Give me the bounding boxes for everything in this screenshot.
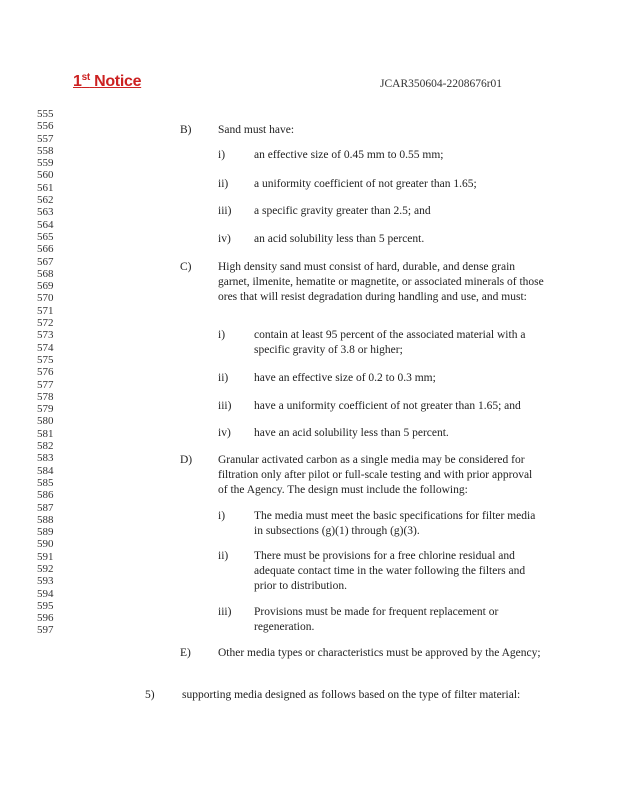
line-number: 582 bbox=[37, 440, 54, 453]
section-c-label: C) bbox=[180, 261, 192, 273]
list-item-label: i) bbox=[218, 329, 226, 341]
list-item-text: an effective size of 0.45 mm to 0.55 mm; bbox=[254, 149, 444, 161]
line-number: 567 bbox=[37, 255, 54, 268]
list-item-text: Provisions must be made for frequent replacement or regeneration. bbox=[254, 606, 499, 633]
line-number: 585 bbox=[37, 476, 54, 489]
line-number: 575 bbox=[37, 353, 54, 366]
list-item-text: contain at least 95 percent of the associated material with a specific gravity of 3.8 or higher; bbox=[254, 329, 526, 356]
line-number: 571 bbox=[37, 304, 54, 317]
line-number: 559 bbox=[37, 157, 54, 170]
notice-heading: 1st Notice bbox=[73, 72, 142, 90]
line-number: 574 bbox=[37, 341, 54, 354]
line-number: 583 bbox=[37, 452, 54, 465]
list-item-text: a uniformity coefficient of not greater than 1.65; bbox=[254, 178, 477, 190]
list-item-label: ii) bbox=[218, 372, 229, 384]
line-number: 587 bbox=[37, 501, 54, 514]
line-number: 560 bbox=[37, 169, 54, 182]
line-number: 589 bbox=[37, 526, 54, 539]
line-number: 584 bbox=[37, 464, 54, 477]
line-number: 568 bbox=[37, 267, 54, 280]
line-number: 555 bbox=[37, 108, 54, 120]
section-d-text: Granular activated carbon as a single media may be considered for filtration only after pilot or full-scale testing and with prior approval of the Agency. The design must include the following: bbox=[218, 454, 533, 496]
list-item-label: iv) bbox=[218, 233, 231, 245]
line-number: 570 bbox=[37, 292, 54, 305]
list-item-label: iv) bbox=[218, 427, 231, 439]
section-e-label: E) bbox=[180, 647, 191, 659]
line-number: 578 bbox=[37, 390, 54, 403]
list-item-text: have an effective size of 0.2 to 0.3 mm; bbox=[254, 372, 436, 384]
line-number: 563 bbox=[37, 206, 54, 219]
line-number: 557 bbox=[37, 132, 54, 145]
line-number: 576 bbox=[37, 366, 54, 379]
line-number: 566 bbox=[37, 243, 54, 256]
section-b-label: B) bbox=[180, 124, 192, 136]
list-item-label: ii) bbox=[218, 178, 229, 190]
line-number: 573 bbox=[37, 329, 54, 342]
line-number: 596 bbox=[37, 612, 54, 625]
list-item-text: There must be provisions for a free chlorine residual and adequate contact time in the water following the filters and prior to distribution. bbox=[254, 550, 526, 592]
line-number: 590 bbox=[37, 538, 54, 551]
line-number: 556 bbox=[37, 120, 54, 133]
line-number: 561 bbox=[37, 181, 54, 194]
line-number: 577 bbox=[37, 378, 54, 391]
list-item-label: i) bbox=[218, 510, 226, 522]
line-number: 595 bbox=[37, 599, 54, 612]
line-number: 586 bbox=[37, 489, 54, 502]
list-item-text: an acid solubility less than 5 percent. bbox=[254, 233, 425, 245]
item-5-label: 5) bbox=[145, 689, 155, 701]
line-number: 588 bbox=[37, 513, 54, 526]
line-number: 558 bbox=[37, 144, 54, 157]
list-item-text: have an acid solubility less than 5 percent. bbox=[254, 427, 449, 439]
list-item-label: iii) bbox=[218, 205, 232, 217]
line-number: 594 bbox=[37, 587, 54, 600]
line-number: 592 bbox=[37, 562, 54, 575]
line-number: 565 bbox=[37, 230, 54, 243]
line-number: 591 bbox=[37, 550, 54, 563]
list-item-text: a specific gravity greater than 2.5; and bbox=[254, 205, 431, 217]
list-item-label: i) bbox=[218, 149, 226, 161]
section-d-label: D) bbox=[180, 454, 193, 466]
line-number: 572 bbox=[37, 317, 54, 330]
list-item-text: have a uniformity coefficient of not greater than 1.65; and bbox=[254, 400, 521, 412]
line-number: 562 bbox=[37, 194, 54, 207]
list-item-label: ii) bbox=[218, 550, 229, 562]
line-number: 564 bbox=[37, 218, 54, 231]
section-e-text: Other media types or characteristics must be approved by the Agency; bbox=[218, 647, 541, 659]
line-numbers bbox=[37, 108, 63, 637]
list-item-label: iii) bbox=[218, 400, 232, 412]
line-number: 593 bbox=[37, 575, 54, 588]
section-b-text: Sand must have: bbox=[218, 124, 295, 136]
list-item-label: iii) bbox=[218, 606, 232, 618]
line-number: 597 bbox=[37, 624, 54, 637]
item-5-text: supporting media designed as follows based on the type of filter material: bbox=[182, 689, 521, 701]
document-id: JCAR350604-2208676r01 bbox=[380, 78, 503, 90]
list-item-text: The media must meet the basic specifications for filter media in subsections (g)(1) through (g)(3). bbox=[254, 510, 536, 537]
line-number: 579 bbox=[37, 403, 54, 416]
section-c-text: High density sand must consist of hard, durable, and dense grain garnet, ilmenite, hematite or magnetite, or associated minerals of those ores that will resist degradation during handling and use, and must: bbox=[218, 261, 544, 303]
line-number: 569 bbox=[37, 280, 54, 293]
line-number: 581 bbox=[37, 427, 54, 440]
line-number: 580 bbox=[37, 415, 54, 428]
